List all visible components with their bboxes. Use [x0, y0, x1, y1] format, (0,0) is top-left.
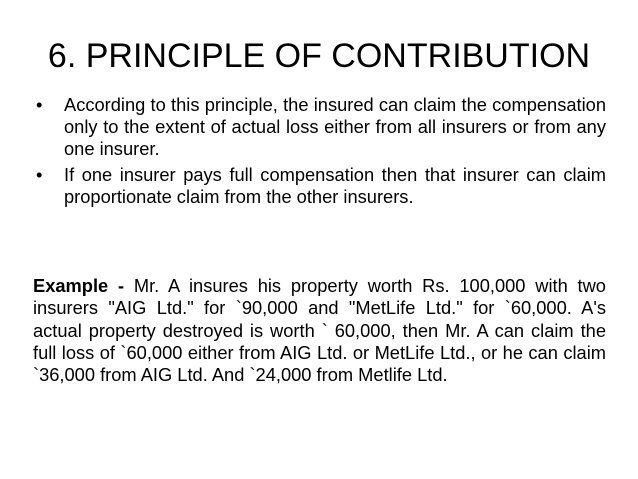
bullet-text: If one insurer pays full compensation then that insurer can claim proportionate claim from the other insurers. [64, 164, 606, 207]
bullet-text: According to this principle, the insured can claim the compensation only to the extent of actual loss either from all insurers or from any one insurer. [64, 94, 606, 159]
example-paragraph [33, 275, 606, 386]
example-text: Mr. A insures his property worth Rs. 100,000 with two insurers "AIG Ltd." for `90,000 and "MetLife Ltd." for `60,000. A's actual property destroyed is worth ` 60,000, then Mr. A can claim the full loss of `60,000 either from AIG Ltd. or MetLife Ltd., or he can claim `36,000 from AIG Ltd. And `24,000 from Metlife Ltd. [33, 275, 606, 386]
slide-title: 6. PRINCIPLE OF CONTRIBUTION [47, 37, 591, 75]
example-label: Example - [33, 275, 125, 296]
bullet-item [33, 94, 606, 160]
bullet-icon: • [36, 164, 43, 185]
bullet-list [33, 94, 606, 212]
bullet-item [33, 164, 606, 208]
bullet-icon: • [36, 94, 43, 115]
